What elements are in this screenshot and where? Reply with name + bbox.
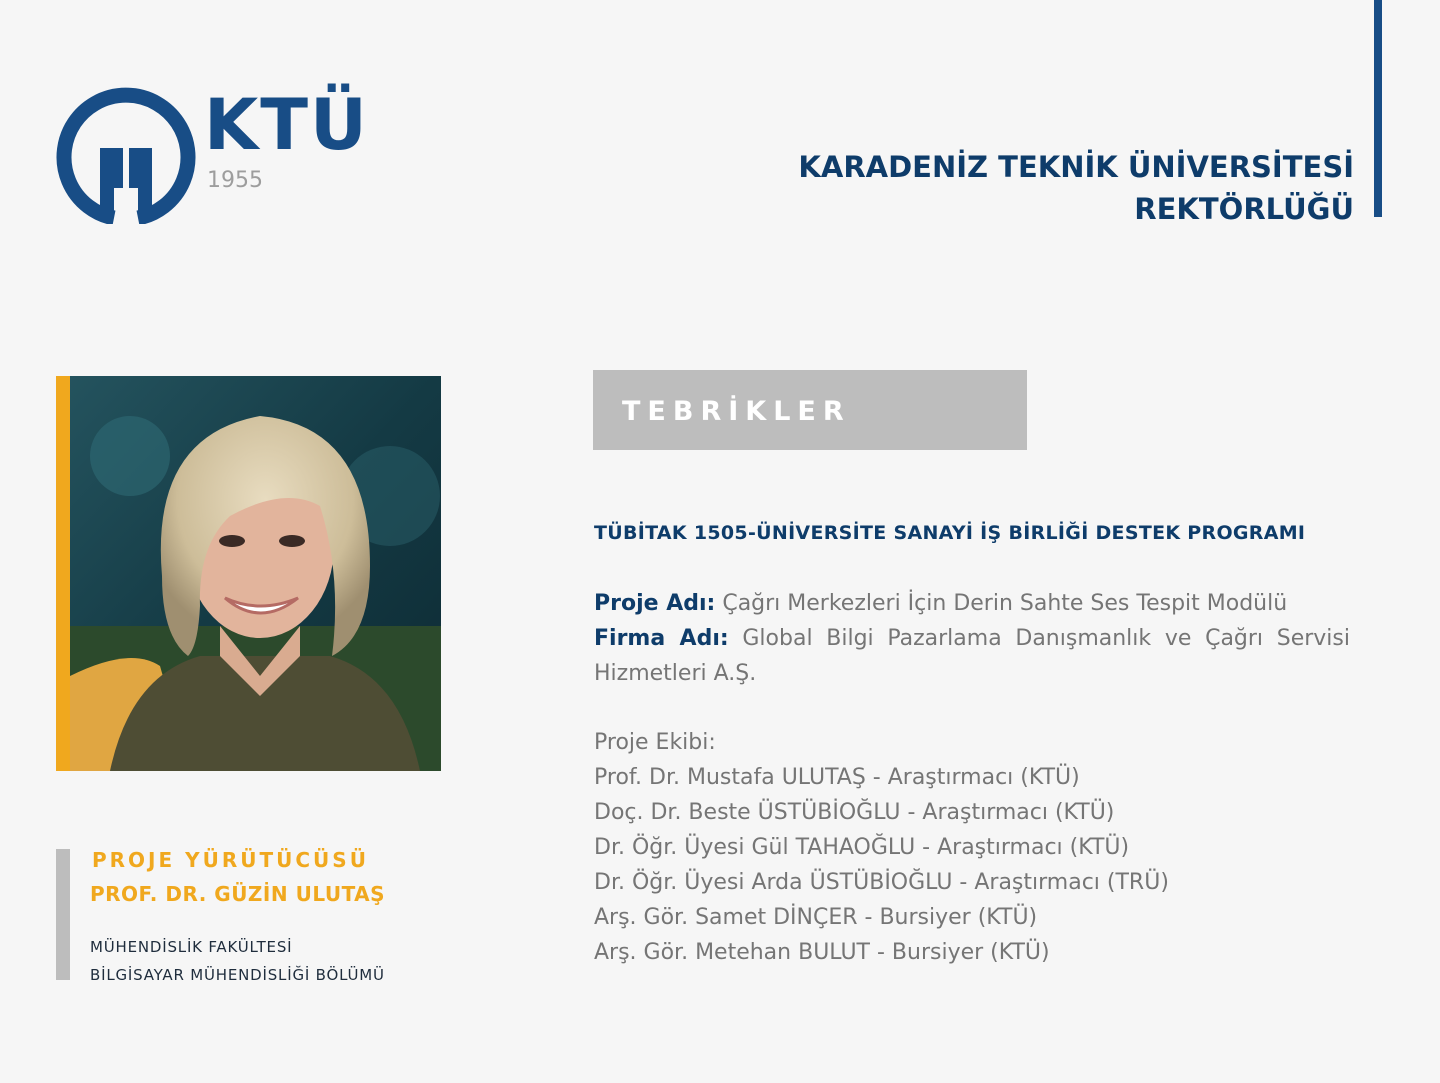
congratulations-badge [593,370,1027,450]
project-name-row [594,586,1350,621]
executive-name: PROF. DR. GÜZİN ULUTAŞ [90,882,386,906]
portrait-illustration [70,376,441,771]
company-name-value: Global Bilgi Pazarlama Danışmanlık ve Çağrı Servisi Hizmetleri A.Ş. [594,626,1350,686]
team-member: Prof. Dr. Mustafa ULUTAŞ - Araştırmacı (KTÜ) [594,765,1080,790]
congratulations-label: TEBRİKLER [622,396,851,427]
project-info [594,586,1350,691]
team-member: Dr. Öğr. Üyesi Arda ÜSTÜBİOĞLU - Araştırmacı (TRÜ) [594,870,1169,895]
executive-affiliation [90,933,385,989]
portrait-photo [70,376,441,771]
portrait-accent-bar [56,376,70,771]
logo-acronym: KTÜ [204,84,369,166]
ktu-logo [56,84,369,224]
team-member: Arş. Gör. Metehan BULUT - Bursiyer (KTÜ) [594,940,1050,965]
ktu-emblem-icon [56,84,196,224]
team-member: Arş. Gör. Samet DİNÇER - Bursiyer (KTÜ) [594,905,1038,930]
executive-accent-bar [56,849,70,980]
company-name-label: Firma Adı: [594,626,729,651]
project-name-label: Proje Adı: [594,591,716,616]
team-member: Dr. Öğr. Üyesi Gül TAHAOĞLU - Araştırmacı (KTÜ) [594,835,1130,860]
team-member: Doç. Dr. Beste ÜSTÜBİOĞLU - Araştırmacı (KTÜ) [594,800,1115,825]
executive-faculty: MÜHENDİSLİK FAKÜLTESİ [90,938,293,956]
logo-year: 1955 [207,168,263,193]
university-name-line2: REKTÖRLÜĞÜ [1134,192,1354,226]
executive-department: BİLGİSAYAR MÜHENDİSLİĞİ BÖLÜMÜ [90,966,385,984]
portrait-frame [56,376,441,771]
university-name-line1: KARADENİZ TEKNİK ÜNİVERSİTESİ [798,150,1354,184]
header-accent-bar [1374,0,1382,217]
project-team [594,725,1169,970]
university-name [798,146,1354,230]
project-name-value: Çağrı Merkezleri İçin Derin Sahte Ses Tespit Modülü [722,591,1288,616]
company-name-row [594,621,1350,691]
team-heading: Proje Ekibi: [594,730,716,755]
program-title: TÜBİTAK 1505-ÜNİVERSİTE SANAYİ İŞ BİRLİĞİ DESTEK PROGRAMI [594,522,1306,544]
executive-role: PROJE YÜRÜTÜCÜSÜ [92,848,369,872]
